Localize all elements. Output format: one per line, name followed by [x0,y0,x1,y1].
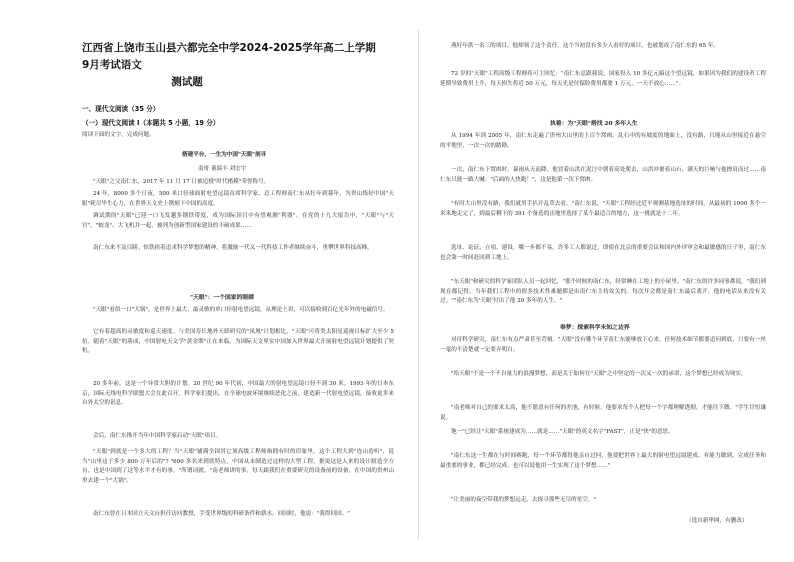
paragraph: 从 1994 年到 2005 年，南仁东走遍了贵州大山里的上百个窝凼。乱石中的有坡度的地面上，没有路，只能从山里接近在悬空的平地里，一次一次的踏勘。 [440,133,766,149]
subhead-dream: 奉梦：探索科学未知之边界 [560,325,630,331]
document-title [82,40,382,91]
article-source: （选自新华网，有删改） [686,518,748,524]
subhead-tianyan-eye: "天眼"：一个国家的眼睛 [190,295,255,301]
paragraph: 对待科学研究，南仁东有点严肃甚至苛刻。"天眼"没有哪个环节南仁东能够放下心来，任何技术细节都要追问到底，只要有一丝一毫的不清楚就一定要弄明白。 [440,337,766,353]
paragraph: "给天眼"不是一个不自量力的浪漫梦想，而是关于如何在"天眼"之中坚定的一次又一次的承诺，这个梦想已经成为现实。 [451,371,747,377]
column-divider [418,30,419,540]
section-heading-part1: 一、现代文阅读（35 分） [82,105,160,113]
paragraph: "有时大山里没有路，我们就用手扒开乱草去看。"南仁东说，"天眼"工程经过近平观测基地选址的时间，从最初的 1000 多个一米米地走完了，到最后剩下的 391 个备选的洼地里选择了某个最适合的地方，这一挑就是十二年。 [440,201,766,217]
paragraph: 南仁东来不及目睹。惊铁抉着追求科学梦想的精神，将激励一代又一代科技工作者继续奋斗，勇攀世界科技高峰。 [93,245,373,251]
paragraph: "天眼"到底是一个多大的工程？当"天眼"铺满全国其它顶高级工程师指拥有时的印象里。这个工程大到"连山造听"，说当"山里这子多少 800 万年后的"? "600 多名来到底特点，中国从未制造过这样的大型工程，据说这是人来的设计制造全方台，也是中国到了这等水平才有的事。"所谓词就，"南老师讲的事，每天跟我们在重要研究的设备前的设备，在中国的贵州山里去建一个"大锅"。 [82,449,394,484]
paragraph: "南仁东这一生都在与时间赛跑，每一个环节都得他亲自过问，他要把世界上最大的射电望远镜建成、有能力做到、完成任务和最重要的事业，都已经完成，也可以说他用一生实现了这个梦想……" [440,453,766,469]
paragraph: 饱一"已经让"天眼"系统建成为……就是……"天眼"的英文名字"FAST"，正是"快"的意思。 [451,429,674,435]
paragraph: 会后，南仁东推开当年中国科学家启动"天眼"项目。 [93,433,222,439]
paragraph: "东天眼"和研究的科学家团队人员一起回忆，"那个时候的南仁东，经常睡在工地上的小屋里。"南仁东的许多同事都说，"我们到现在都记得，当年我们工程中的很多技术性难题都是由南仁东主持攻关的。每次开会都是南仁东最后离开，他的电话从来没有关过。""南仁东为'天眼'付出了他 20 多年的人生。" [440,279,766,305]
article-title: 搭建平台，一生为中国"天眼"剖寻 [182,152,267,158]
paragraph: 24 年，8000 多个日夜，500 米口径球面射电望远镜首席科学家、总工程师南仁东从壮年到暮年，为贵山练好中国"天眼"耗尽毕生心力，在世界天文史上镌刻下中国的高度。 [82,191,394,207]
paragraph: 一次，南仁东下窝凼时，暴雨从天而降。他冒着山洪在泥泞中朝着高处爬去，山洪冲裹着山石，满天的巨响与他擦肩而过……南仁东只能一路大喊："后面的人快跑！"，这是他第一次下窝凼。 [440,167,766,183]
section-heading-part1-sub: （一）现代文阅读 I（本题共 5 小题，19 分） [82,119,220,127]
paragraph: 燕好年供一名三的项目，他却领了这个责任。这个当初没有多少人看好的项目，也被划成了南仁东的 65 年。 [451,43,719,49]
paragraph: "让美丽的夜空带我的梦想远走，去探寻那些无尽的星空。" [451,497,596,503]
paragraph: 南仁东曾在日本国立天文台担任访问教授，手受世界级的科研条件和薪水。回国时，他说："我得回国。" [93,511,350,517]
paragraph: 20 多年前，这是一个异常大胆的计划。20 世纪 90 年代初，中国最大的射电望远镜口径不到 30 米。1993 年的日本东京，国际无线电科学联盟大会在此召开。科学家们提出，在全球电波环境继续恶化之前，建造新一代射电望远镜，接收更多来自外太空的讯息。 [82,381,394,407]
paragraph: 72 岁的"天眼"工程高级工程师荀可主回忆："南仁东总跟我说，国家投入 10 多亿元搞这个望远镜，如果因为我们的建设者工程延期导致费用上升，每天损失将近 50 万元，每天光是付保险费用都要 1 万元，一天不放心……"。 [440,71,766,87]
paragraph: "天眼"之父南仁东，2017 年 11 月 17 日被追授"时代楷模"荣誉称号。 [93,179,270,185]
paragraph: 选址、论证、立项、建设，哪一步都不易。许多工人都说过，即使在北京的重要会议和国内外评审会和最敏感的日子里，南仁东也会第一时间赶回到工地上。 [440,245,766,261]
subhead-persistence: 执着：为"天眼"搭找 20 多年人生 [550,121,638,127]
title-line-1: 江西省上饶市玉山县六都完全中学2024-2025学年高二上学期9月考试语文 [82,42,376,71]
title-line-2: 测试题 [171,76,203,88]
article-byline: 南哥 董瑞丰 刘宏宇 [198,166,247,172]
paragraph: 它有着超高的灵敏度和巡天速度。与美国寿长地外天联研究的"凤凰"计划相比，"天眼"可将类太阳星巡视目标扩大至少 5 倍。随着"天眼"的落成，中国射电天文学"黄金期"正在来临，为国际天文界实中国加入世界最大开展射电望远镜计划提供了契机。 [82,329,394,355]
right-column [440,0,766,562]
instruction-text: 阅读下面的文字，完成问题。 [82,132,155,138]
paragraph: "南老师对自己的要求太高，他不愿意有任何的差池，有时候，他要求每个人把每一个字都理解透彻，才能往下做。"学生甘恒谦说。 [440,405,766,421]
paragraph: 调试期的"天眼"已迎一口飞发越多钢铁带度，成为国际顶目中有望观测"利器"。在党的十九大报告中，"天眼"与"天宫"、"蛟龙"、大飞机并一起，被列为创新型国家建设的丰硕成果…… [82,213,394,229]
left-column [70,0,396,562]
paragraph: "天眼"看似一口"大锅"，是世界上最大、最灵敏的单口径射电望远镜，从理论上讲，可以接收到百亿光年外的电磁信号。 [93,307,389,313]
